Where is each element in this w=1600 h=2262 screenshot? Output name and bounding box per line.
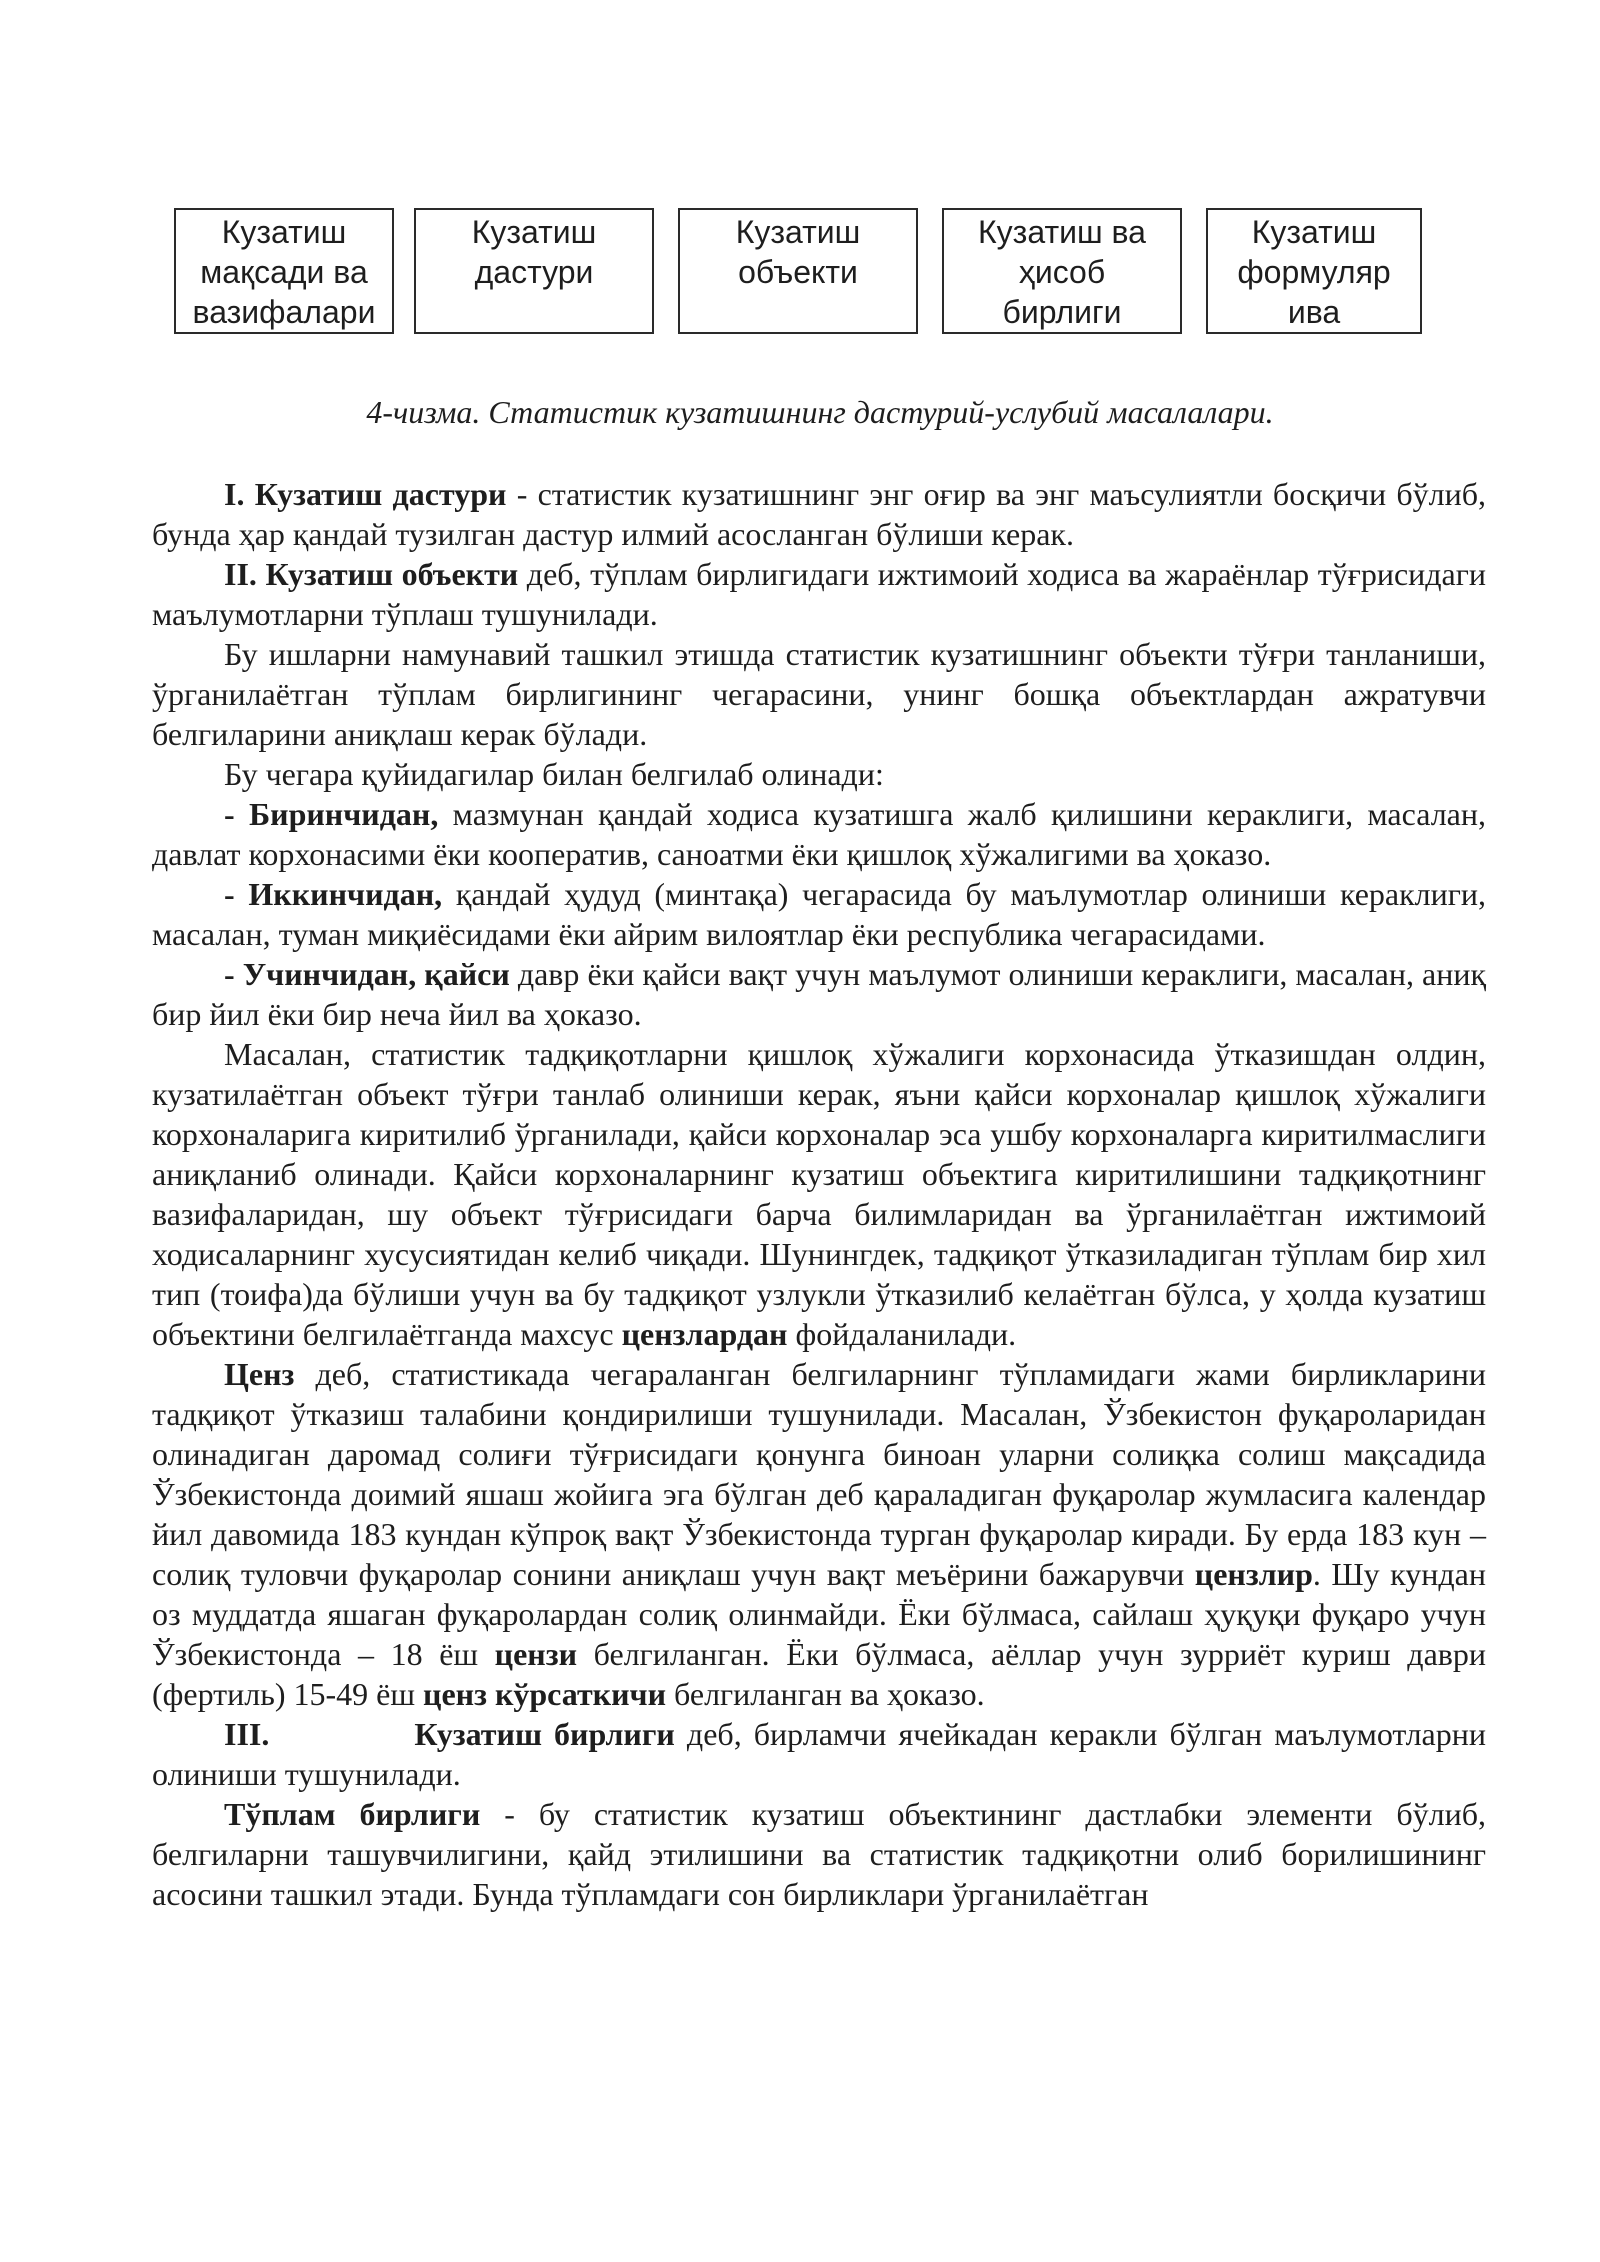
box-line: дастури [474,254,594,290]
box-line: Кузатиш ва [978,214,1146,250]
box-line: Кузатиш [221,214,347,250]
box-line: формуляр [1237,254,1391,290]
paragraph-text: Масалан, статистик тадқиқотларни қишлоқ хўжалиги корхонасида ўтказишдан олдин, кузатилаётган объект тўғри танлаб олиниши керак, яъни қайси корхоналар қишлоқ хўжалиги корхоналарига киритилиб ўрганилади, қайси корхоналар эса ушбу корхоналарга киритилмаслиги аниқланиб олинади. Қайси корхоналарнинг кузатиш объектига киритилишини тадқиқотнинг вазифаларидан, шу объект тўғрисидаги барча билимларидан ва ўрганилаётган ижтимоий ходисаларнинг хусусиятидан келиб чиқади. Шунингдек, тадқиқот ўтказиладиган тўплам бир хил тип (тоифа)да бўлиши учун ва бу тадқиқот узлукли ўтказилиб келаётган бўлса, у ҳолда кузатиш объектини белгилаётганда махсус [152,1036,1486,1352]
paragraph-second [152,874,1486,954]
paragraph-object [152,554,1486,634]
term-cenzi: цензи [494,1636,578,1672]
paragraph-example [152,1034,1486,1354]
paragraph-text: фойдаланилади. [787,1316,1017,1352]
paragraph-text: . Шу кундан оз муддатда яшаган фуқаролардан солиқ олинмайди. Ёки бўлмаса, сайлаш ҳуқуқи фуқаро учун Ўзбекистонда – 18 ёш [152,1556,1487,1672]
box-line: объекти [738,254,858,290]
diagram-box-unit [942,208,1182,334]
box-line: мақсади ва [200,254,368,290]
paragraph-program [152,474,1486,554]
paragraph-unit [152,1714,1486,1794]
term-cenz: Ценз [224,1356,295,1392]
term-cenzlardan: цензлардан [621,1316,788,1352]
paragraph-text: - бу статистик кузатиш объектининг дастлабки элементи бўлиб, белгиларни ташувчилигини, қайд этилишини ва статистик тадқиқотни олиб борилишининг асосини ташкил этади. Бунда тўпламдаги сон бирликлари ўрганилаётган [152,1796,1487,1912]
term-third: - Учинчидан, қайси [224,956,510,992]
paragraph-text: мазмунан қандай ходиса кузатишга жалб қилишини кераклиги, масалан, давлат корхонасими ёки кооператив, саноатми ёки қишлоқ хўжалигими ва ҳоказо. [152,796,1487,872]
paragraph-text: белгиланган. Ёки бўлмаса, аёллар учун зурриёт куриш даври (фертиль) 15-49 ёш [152,1636,1486,1712]
term-program: I. Кузатиш дастури [224,476,507,512]
term-object: II. Кузатиш объекти [224,556,519,592]
paragraph-text: деб, тўплам бирлигидаги ижтимоий ходиса ва жараёнлар тўғрисидаги маълумотларни тўплаш тушунилади. [152,556,1487,632]
term-first: - Биринчидан, [224,796,439,832]
term-cenzdir: цензлир [1194,1556,1313,1592]
paragraph-text: белгиланган ва ҳоказо. [666,1676,985,1712]
paragraph-text: давр ёки қайси вақт учун маълумот олиниши кераклиги, масалан, аниқ бир йил ёки бир неча йил ва ҳоказо. [152,956,1487,1032]
paragraph-population-unit [152,1794,1486,1914]
paragraph-text: деб, бирламчи ячейкадан керакли бўлган маълумотларни олиниши тушунилади. [152,1716,1487,1792]
term-second: - Иккинчидан, [224,876,443,912]
box-line: ҳисоб [1018,254,1106,290]
body-text [152,474,1486,1914]
paragraph-text: - статистик кузатишнинг энг оғир ва энг маъсулиятли босқичи бўлиб, бунда ҳар қандай тузилган дастур илмий асосланган бўлиши керак. [152,476,1487,552]
paragraph-text: деб, статистикада чегараланган белгиларнинг тўпламидаги жами бирликларини тадқиқот ўтказиш талабини қондирилиши тушунилади. Масалан, Ўзбекистон фуқароларидан олинадиган даромад солиғи тўғрисидаги қонунга биноан уларни солиқка солиш мақсадида Ўзбекистонда доимий яшаш жойига эга бўлган деб қараладиган фуқаролар жумласига календар йил давомида 183 кундан кўпроқ вақт Ўзбекистонда турган фуқаролар киради. Бу ерда 183 кун – солиқ туловчи фуқаролар сонини аниқлаш учун вақт меъёрини бажарувчи [152,1356,1486,1592]
term-cenz-indicator: ценз кўрсаткичи [423,1676,667,1712]
paragraph-organization: Бу ишларни намунавий ташкил этишда статистик кузатишнинг объекти тўғри танланиши, ўрганилаётган тўплам бирлигининг чегарасини, унинг бошқа объектлардан ажратувчи белгиларини аниқлаш керак бўлади. [152,636,1486,752]
paragraph-third [152,954,1486,1034]
diagram-box-object [678,208,918,334]
box-line: Кузатиш [1251,214,1377,250]
figure-caption: 4-чизма. Статистик кузатишнинг дастурий-услубий масалалари. [366,394,1274,430]
diagram-box-goals [174,208,394,334]
paragraph-cenz [152,1354,1486,1714]
paragraph-boundary-intro: Бу чегара қуйидагилар билан белгилаб олинади: [224,756,884,792]
diagram-boxes [0,208,1600,338]
term-population-unit: Тўплам бирлиги [224,1796,481,1832]
box-line: вазифалари [192,294,376,330]
paragraph-first [152,794,1486,874]
box-line: Кузатиш [735,214,861,250]
term-unit: III. Кузатиш бирлиги [224,1716,675,1752]
box-line: Кузатиш [471,214,597,250]
paragraph-text: қандай ҳудуд (минтақа) чегарасида бу маълумотлар олиниши кераклиги, масалан, туман миқиёсидами ёки айрим вилоятлар ёки республика чегарасидами. [152,876,1487,952]
box-line: ива [1287,294,1341,330]
box-line: бирлиги [1002,294,1122,330]
diagram-box-program [414,208,654,334]
diagram-box-form [1206,208,1422,334]
